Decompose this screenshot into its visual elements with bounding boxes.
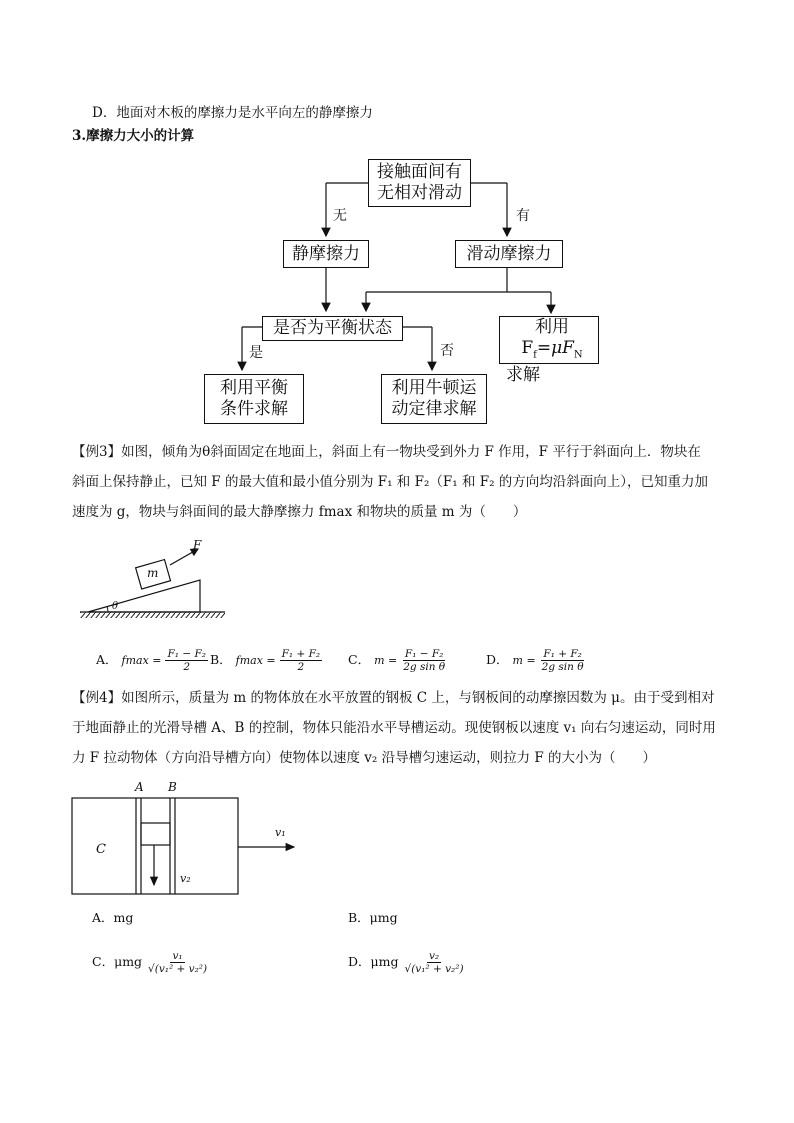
- edge-yes-label: 有: [516, 208, 530, 224]
- newton-solve-box: [381, 374, 487, 424]
- rail-b-label: B: [168, 780, 177, 794]
- ex3-option-a: A． fmax = $\frac{\text{F₁ − F₂}}{2}$: [96, 648, 206, 673]
- flow-root-box: [368, 159, 471, 207]
- ex4-option-b: B．μmg: [348, 910, 398, 925]
- flow-root-line1: 接触面间有: [377, 162, 462, 182]
- edge-no-label: 无: [333, 208, 347, 224]
- ex3-line1: 【例3】如图，倾角为θ斜面固定在地面上，斜面上有一物块受到外力 F 作用，F 平行于斜面向上．物块在: [72, 444, 701, 460]
- ex4-option-a: A．mg: [92, 910, 134, 925]
- rail-a-label: A: [135, 780, 144, 794]
- incline-mass-label: m: [147, 566, 159, 580]
- incline-drawing: [70, 535, 240, 630]
- ex4-option-c: C．μmg $\frac{\text{v₁}}{\text{√(v₁² + v₂²)}}$: [92, 950, 208, 975]
- ex3-option-b: B． fmax = $\frac{\text{F₁ + F₂}}{2}$: [210, 648, 321, 673]
- ex3-option-d: D． m = $\frac{\text{F₁ + F₂}}{\text{2g sin θ}}$: [486, 648, 584, 673]
- formula-box: [499, 316, 599, 386]
- incline-theta-label: θ: [112, 601, 119, 612]
- edge-shi-label: 是: [249, 345, 263, 361]
- plate-c-label: C: [96, 842, 106, 857]
- balance-question-box: 是否为平衡状态: [262, 316, 403, 341]
- section-title: 3.摩擦力大小的计算: [72, 128, 195, 144]
- balance-solve-line1: 利用平衡: [220, 378, 288, 398]
- ex3-line2: 斜面上保持静止，已知 F 的最大值和最小值分别为 F₁ 和 F₂（F₁ 和 F₂ 的方向均沿斜面向上），已知重力加: [72, 474, 709, 490]
- formula-solve: 求解: [506, 365, 540, 386]
- v1-label: v₁: [275, 826, 286, 839]
- v2-label: v₂: [180, 872, 191, 885]
- balance-solve-line2: 条件求解: [220, 399, 288, 419]
- edge-fou-label: 否: [440, 343, 454, 359]
- formula-line: 利用$F_f=\mu F_N$: [521, 317, 583, 361]
- ex3-option-c: C． m = $\frac{\text{F₁ − F₂}}{\text{2g sin θ}}$: [348, 648, 446, 673]
- ex4-line2: 于地面静止的光滑导槽 A、B 的控制，物体只能沿水平导槽运动。现使钢板以速度 v₁ 向右匀速运动，同时用: [72, 720, 716, 736]
- balance-solve-box: [204, 374, 304, 424]
- incline-force-label: F: [193, 538, 202, 552]
- static-friction-box: 静摩擦力: [283, 240, 369, 268]
- newton-solve-line2: 动定律求解: [391, 399, 477, 419]
- newton-solve-line1: 利用牛顿运: [391, 378, 477, 398]
- sliding-friction-box: 滑动摩擦力: [455, 240, 563, 268]
- ex4-line3: 力 F 拉动物体（方向沿导槽方向）使物体以速度 v₂ 沿导槽匀速运动，则拉力 F 的大小为（ ）: [72, 750, 657, 766]
- ex3-line3: 速度为 g，物块与斜面间的最大静摩擦力 fmax 和物块的质量 m 为（ ）: [72, 504, 527, 520]
- q2-option-d: D．地面对木板的摩擦力是水平向左的静摩擦力: [92, 105, 373, 121]
- ex4-line1: 【例4】如图所示，质量为 m 的物体放在水平放置的钢板 C 上，与钢板间的动摩擦因数为 μ。由于受到相对: [72, 690, 715, 706]
- ex4-option-d: D．μmg $\frac{\text{v₂}}{\text{√(v₁² + v₂²)}}$: [348, 950, 464, 975]
- flow-root-line2: 无相对滑动: [377, 183, 462, 203]
